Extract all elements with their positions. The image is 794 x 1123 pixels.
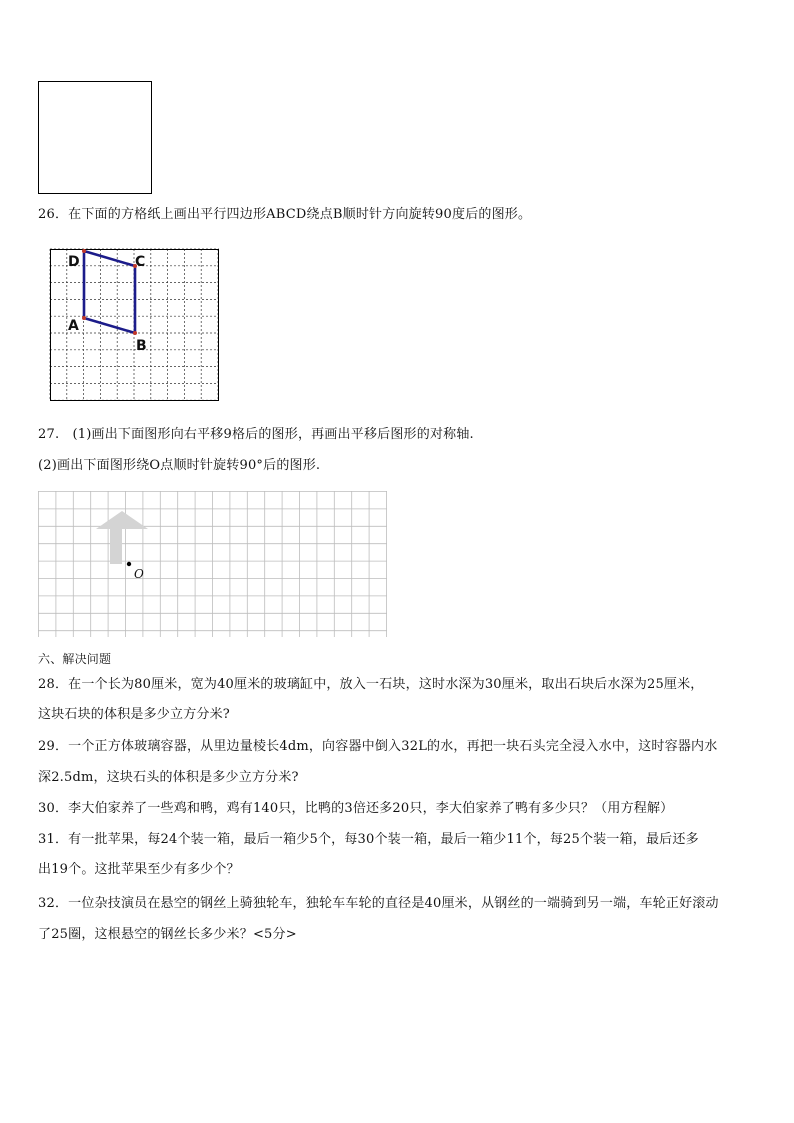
q27-grid-figure <box>38 491 388 638</box>
q29-line2: 深2.5dm，这块石头的体积是多少立方分米? <box>38 770 299 785</box>
q29-line1: 29．一个正方体玻璃容器，从里边量棱长4dm，向容器中倒入32L的水，再把一块石头完全浸入水中，这时容器内水 <box>38 739 718 754</box>
label-c: C <box>135 254 146 270</box>
gray-arrow-shape <box>96 511 148 564</box>
q28-line1: 28．在一个长为80厘米，宽为40厘米的玻璃缸中，放入一石块，这时水深为30厘米，取出石块后水深为25厘米， <box>38 677 704 692</box>
q26-text: 26．在下面的方格纸上画出平行四边形ABCD绕点B顺时针方向旋转90度后的图形。 <box>38 207 532 222</box>
vertex-d <box>82 249 86 253</box>
q27-part2: (2)画出下面图形绕O点顺时针旋转90°后的图形. <box>38 458 321 473</box>
vertex-a <box>82 316 86 320</box>
q32-line2: 了25圈，这根悬空的钢丝长多少米？<5分> <box>38 927 297 942</box>
q26-grid-figure <box>50 249 220 401</box>
q30-line1: 30．李大伯家养了一些鸡和鸭，鸡有140只，比鸭的3倍还多20只，李大伯家养了鸭有多少只？（用方程解） <box>38 801 674 816</box>
parallelogram-abcd <box>84 251 135 333</box>
q31-line2: 出19个。这批苹果至少有多少个？ <box>38 862 240 877</box>
vertex-b <box>133 331 137 335</box>
section-title: 六、解决问题 <box>38 652 112 666</box>
label-o: O <box>134 567 144 581</box>
answer-box <box>38 81 152 194</box>
q27-part1: 27. (1)画出下面图形向右平移9格后的图形，再画出平移后图形的对称轴. <box>38 427 474 442</box>
q28-line2: 这块石块的体积是多少立方分米? <box>38 707 230 722</box>
point-o <box>127 562 131 566</box>
q32-line1: 32．一位杂技演员在悬空的钢丝上骑独轮车，独轮车车轮的直径是40厘米，从钢丝的一端骑到另一端，车轮正好滚动 <box>38 896 719 911</box>
q27-grid <box>38 491 387 637</box>
q31-line1: 31．有一批苹果，每24个装一箱，最后一箱少5个，每30个装一箱，最后一箱少11个，每25个装一箱，最后还多 <box>38 832 699 847</box>
label-d: D <box>68 254 80 270</box>
label-a: A <box>68 318 79 334</box>
label-b: B <box>136 338 147 354</box>
